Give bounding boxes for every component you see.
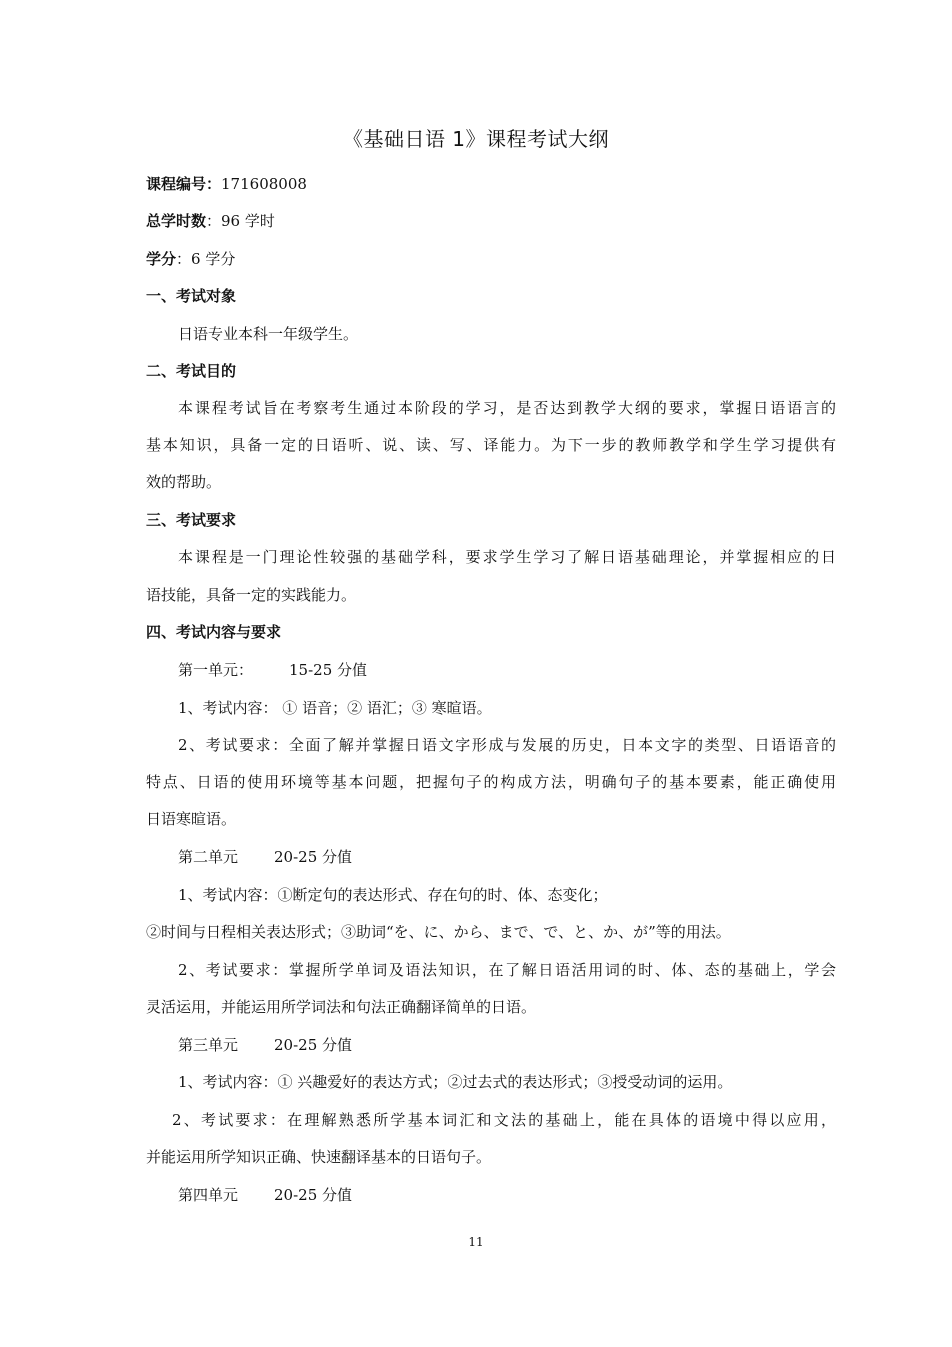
unit-content: 1、考试内容：①断定句的表达形式、存在句的时、体、态变化； <box>178 886 608 904</box>
unit-score: 20-25 分值 <box>274 848 353 866</box>
unit-content: 1、考试内容：① 兴趣爱好的表达方式；②过去式的表达形式；③授受动词的运用。 <box>178 1073 733 1091</box>
paragraph-line: 灵活运用，并能运用所学词法和句法正确翻译简单的日语。 <box>146 998 537 1016</box>
document-title: 《基础日语 1》课程考试大纲 <box>342 127 610 151</box>
paragraph-line: 本课程考试旨在考察考生通过本阶段的学习，是否达到教学大纲的要求，掌握日语语言的 <box>178 399 836 417</box>
paragraph-line: 2、考试要求：全面了解并掌握日语文字形成与发展的历史，日本文字的类型、日语语音的 <box>178 736 836 754</box>
paragraph-line: 2、考试要求：掌握所学单词及语法知识，在了解日语活用词的时、体、态的基础上，学会 <box>178 961 836 979</box>
paragraph-line: 效的帮助。 <box>146 473 222 491</box>
paragraph-line: 并能运用所学知识正确、快速翻译基本的日语句子。 <box>146 1148 492 1166</box>
unit-name: 第三单元 <box>178 1036 239 1054</box>
course-code-line <box>146 173 307 195</box>
credits-label: 学分 <box>146 250 177 268</box>
total-hours-value: ：96 学时 <box>206 212 275 230</box>
unit-score: 20-25 分值 <box>274 1036 353 1054</box>
paragraph-line: 日语寒暄语。 <box>146 810 237 828</box>
unit-2-title <box>178 846 352 868</box>
total-hours-line <box>146 210 275 232</box>
paragraph-line: 特点、日语的使用环境等基本问题，把握句子的构成方法，明确句子的基本要素，能正确使用 <box>146 773 836 791</box>
total-hours-label: 总学时数 <box>146 212 207 230</box>
credits-line <box>146 248 235 270</box>
paragraph-line: 2、考试要求：在理解熟悉所学基本词汇和文法的基础上，能在具体的语境中得以应用， <box>172 1111 836 1129</box>
unit-content: ②时间与日程相关表达形式；③助词“を、に、から、まで、で、と、か、が”等的用法。 <box>146 923 731 941</box>
unit-1-title <box>178 659 367 681</box>
course-code-label: 课程编号： <box>146 175 222 193</box>
unit-name: 第四单元 <box>178 1186 239 1204</box>
paragraph-line: 本课程是一门理论性较强的基础学科，要求学生学习了解日语基础理论，并掌握相应的日 <box>178 548 836 566</box>
paragraph-line: 语技能，具备一定的实践能力。 <box>146 586 357 604</box>
section-heading-exam-target: 一、考试对象 <box>146 287 237 305</box>
unit-4-title <box>178 1184 352 1206</box>
page-number: 11 <box>468 1235 484 1249</box>
course-code-value: 171608008 <box>221 175 307 193</box>
section-heading-exam-purpose: 二、考试目的 <box>146 362 237 380</box>
paragraph-line: 基本知识，具备一定的日语听、说、读、写、译能力。为下一步的教师教学和学生学习提供有 <box>146 436 836 454</box>
credits-value: ：6 学分 <box>176 250 236 268</box>
section-heading-exam-content: 四、考试内容与要求 <box>146 623 282 641</box>
paragraph-line: 日语专业本科一年级学生。 <box>178 325 359 343</box>
unit-score: 15-25 分值 <box>289 661 368 679</box>
unit-name: 第二单元 <box>178 848 239 866</box>
unit-content: 1、考试内容： ① 语音；② 语汇；③ 寒暄语。 <box>178 699 492 717</box>
unit-name: 第一单元： <box>178 661 254 679</box>
unit-score: 20-25 分值 <box>274 1186 353 1204</box>
section-heading-exam-requirements: 三、考试要求 <box>146 511 237 529</box>
unit-3-title <box>178 1034 352 1056</box>
